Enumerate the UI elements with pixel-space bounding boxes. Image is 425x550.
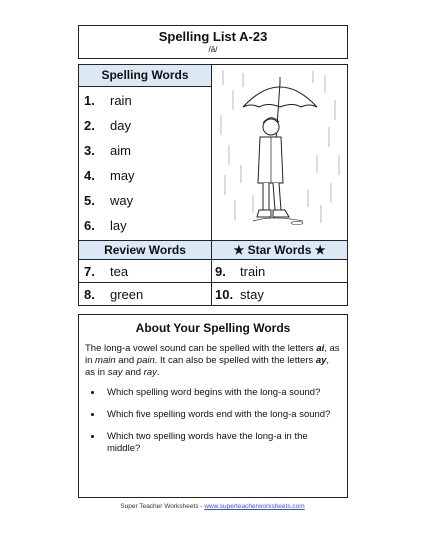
about-title: About Your Spelling Words <box>135 321 291 335</box>
footer <box>0 503 425 510</box>
about-section <box>78 314 348 498</box>
review-word: green <box>110 287 144 302</box>
list-item <box>79 283 212 306</box>
spelling-word: may <box>110 168 135 183</box>
word-number: 3. <box>84 143 95 158</box>
letters-ay: ay <box>315 355 327 366</box>
question-item: • Which five spelling words end with the long-a sound? <box>103 409 341 421</box>
spelling-word: rain <box>110 93 132 108</box>
letters-ai: ai <box>316 343 325 354</box>
boy-with-umbrella-illustration <box>213 65 348 240</box>
title-box <box>78 25 348 59</box>
list-item <box>212 283 347 306</box>
word-number: 5. <box>84 193 95 208</box>
word-number: 6. <box>84 218 95 233</box>
footer-label: Super Teacher Worksheets - <box>120 503 205 510</box>
spelling-word: aim <box>110 143 131 158</box>
about-intro <box>85 343 341 379</box>
question-item: • Which spelling word begins with the long-a sound? <box>103 387 341 399</box>
spelling-word: day <box>110 118 131 133</box>
intro-text: , as in <box>85 343 340 366</box>
star-word: train <box>240 264 266 279</box>
question-list <box>85 387 341 455</box>
review-word: tea <box>110 264 129 279</box>
word-table <box>78 64 348 306</box>
spelling-words-header: Spelling Words <box>79 65 212 87</box>
word-number: 2. <box>84 118 95 133</box>
example-pain: pain <box>136 355 155 366</box>
intro-text: and <box>115 355 137 366</box>
page-subtitle: /ā/ <box>208 45 218 54</box>
word-number: 7. <box>84 264 95 279</box>
list-item <box>212 260 347 283</box>
word-number: 4. <box>84 168 95 183</box>
word-number: 1. <box>84 93 95 108</box>
page-title: Spelling List A-23 <box>158 29 268 44</box>
review-words-header: Review Words <box>79 240 212 260</box>
list-item <box>79 260 212 283</box>
word-number: 10. <box>215 287 234 302</box>
spelling-word: way <box>110 193 134 208</box>
question-item: • Which two spelling words have the long-a in the middle? <box>103 431 341 455</box>
footer-link[interactable]: www.superteacherworksheets.com <box>204 503 305 510</box>
word-number: 9. <box>215 264 226 279</box>
spelling-words-list <box>79 87 212 240</box>
intro-text: The long-a vowel sound can be spelled with the letters <box>85 343 317 354</box>
example-say: say <box>107 367 123 378</box>
word-number: 8. <box>84 287 95 302</box>
intro-text: , as in <box>85 355 330 378</box>
star-words-header: ★ Star Words ★ <box>212 240 347 260</box>
example-ray: ray <box>143 367 157 378</box>
intro-text: . It can also be spelled with the letters <box>154 355 316 366</box>
intro-text: and <box>122 367 144 378</box>
intro-text: . <box>156 367 160 378</box>
example-main: main <box>95 355 116 366</box>
star-word: stay <box>240 287 264 302</box>
spelling-word: lay <box>110 218 127 233</box>
